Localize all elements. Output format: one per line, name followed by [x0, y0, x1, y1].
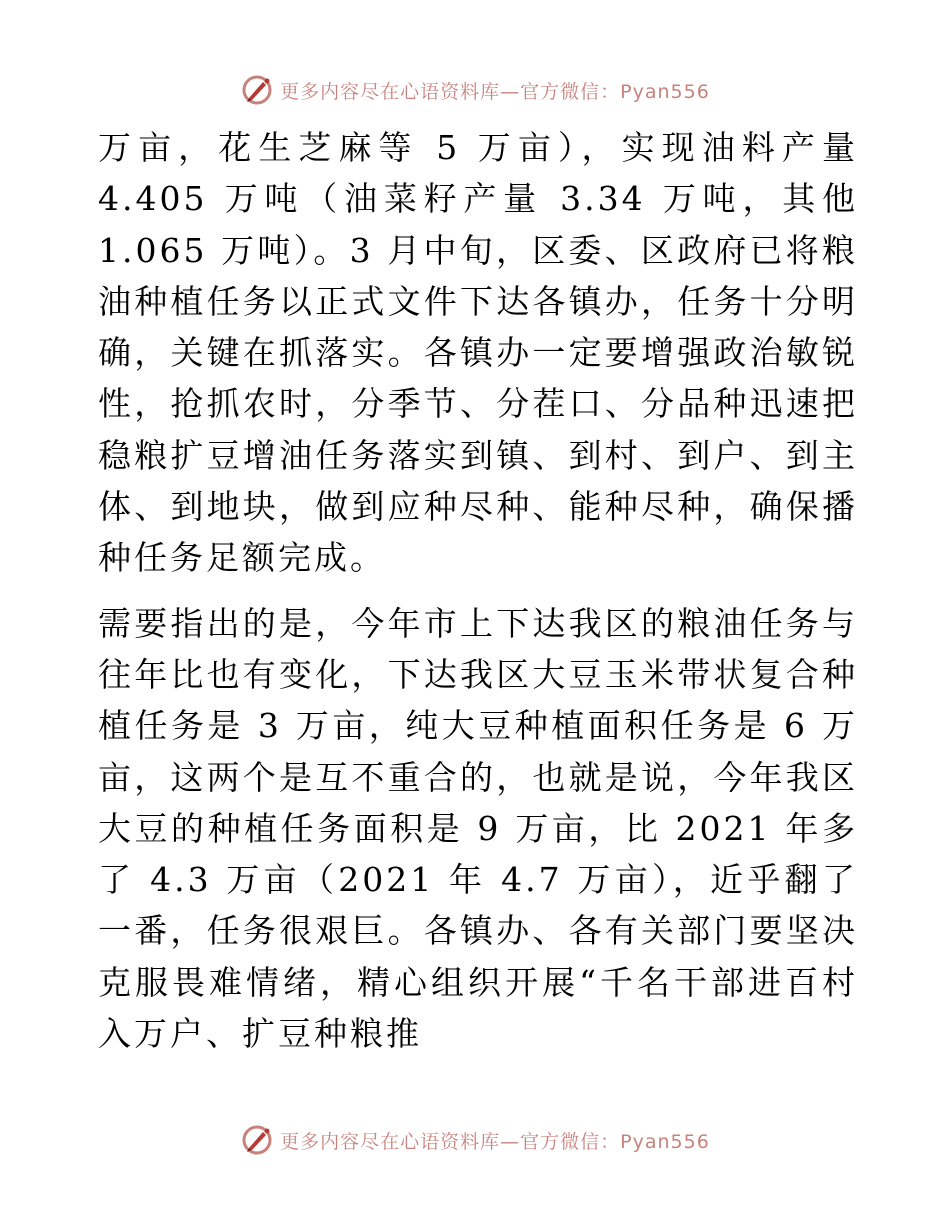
footer-watermark-text: 更多内容尽在心语资料库—官方微信：Pyan556 [280, 1130, 710, 1153]
paragraph-1: 万亩，花生芝麻等 5 万亩），实现油料产量 4.405 万吨（油菜籽产量 3.34 万吨，其他 1.065 万吨）。3 月中旬，区委、区政府已将粮油种植任务以正式文件下达各镇办，任务十分明确，关键在抓落实。各镇办一定要增强政治敏锐性，抢抓农时，分季节、分茬口、分品种迅速把稳粮扩豆增油任务落实到镇、到村、到户、到主体、到地块，做到应种尽种、能种尽种，确保播种任务足额完成。 [98, 128, 858, 578]
footer-watermark [0, 1120, 950, 1160]
quill-pen-logo-icon [240, 73, 274, 107]
paragraph-2: 需要指出的是，今年市上下达我区的粮油任务与往年比也有变化，下达我区大豆玉米带状复合种植任务是 3 万亩，纯大豆种植面积任务是 6 万亩，这两个是互不重合的，也就是说，今年我区大豆的种植任务面积是 9 万亩，比 2021 年多了 4.3 万亩（2021 年 4.7 万亩），近乎翻了一番，任务很艰巨。各镇办、各有关部门要坚决克服畏难情绪，精心组织开展“千名干部进百村入万户、扩豆种粮推 [98, 603, 858, 1054]
quill-pen-logo-icon [240, 1123, 274, 1157]
header-watermark-text: 更多内容尽在心语资料库—官方微信：Pyan556 [280, 80, 710, 103]
header-watermark [0, 70, 950, 110]
document-body [98, 122, 858, 1059]
